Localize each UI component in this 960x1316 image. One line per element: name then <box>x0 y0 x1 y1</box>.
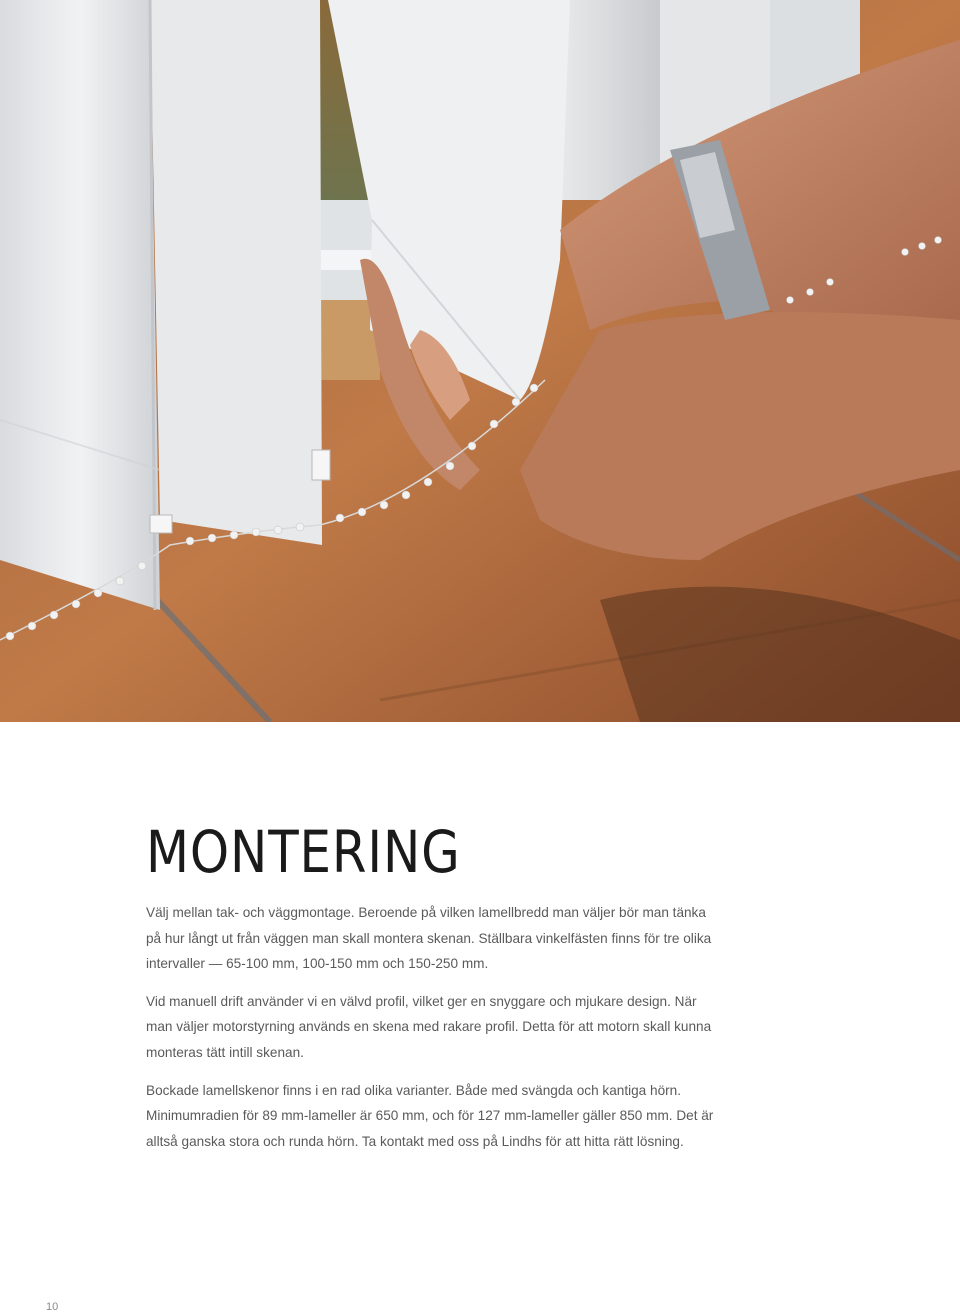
paragraph-mounting: Välj mellan tak- och väggmontage. Beroende på vilken lamellbredd man väljer bör man tänka på hur långt ut från väggen man skall montera skenan. Ställbara vinkelfästen finns för tre olika intervaller — 65-100 mm, 100-150 mm och 150-250 mm. <box>146 905 712 972</box>
paragraph-profile: Vid manuell drift använder vi en välvd profil, vilket ger en snyggare och mjukare design. När man väljer motorstyrning används en skena med rakare profil. Detta för att motorn skall kunna monteras tätt intill skenan. <box>146 993 712 1060</box>
page-number: 10 <box>46 1301 59 1313</box>
paragraph-curved-rails: Bockade lamellskenor finns i en rad olika varianter. Både med svängda och kantiga hörn. Minimumradien för 89 mm-lameller är 650 mm, och för 127 mm-lameller gäller 850 mm. Det är alltså ganska stora och runda hörn. Ta kontakt med oss på Lindhs för att hitta rätt lösning. <box>146 1082 714 1149</box>
body-text <box>146 900 716 1166</box>
page-title: MONTERING <box>146 818 461 886</box>
